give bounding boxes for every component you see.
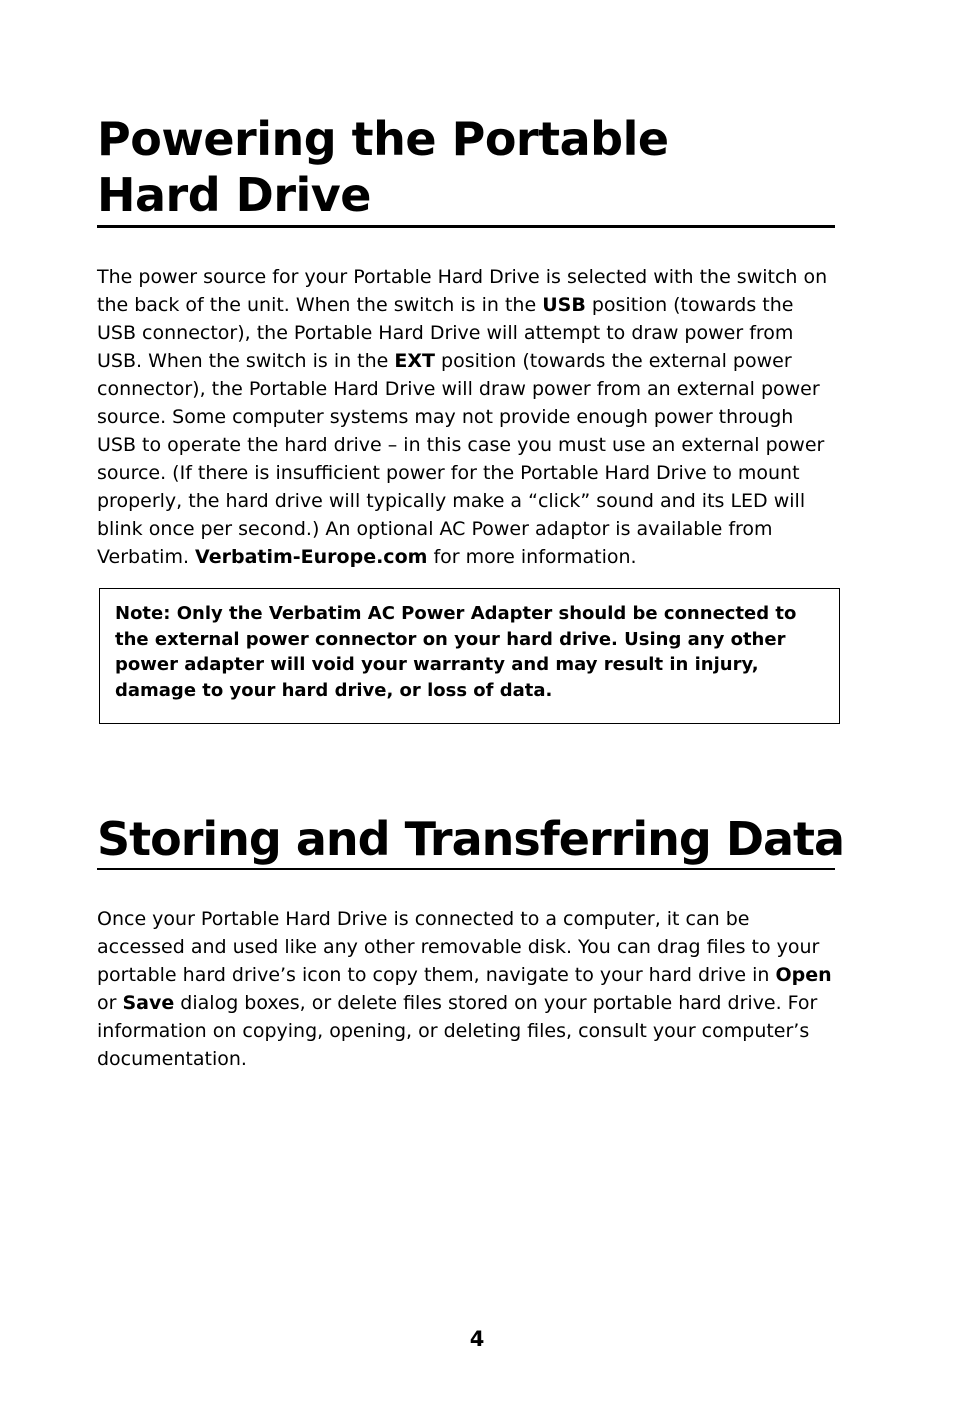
note-text: Only the Verbatim AC Power Adapter should be connected to the external power connector on your hard drive. Using any other power adapter will void your warranty and may result in injury, damage to your hard drive, or loss of data. [115,603,797,701]
heading-rule [97,225,835,228]
power-text-1: The power source for your Portable Hard Drive is selected with the switch on the back of the unit. When the switch is in the [97,266,828,316]
heading-rule [97,868,835,870]
storing-text-1: Once your Portable Hard Drive is connected to a computer, it can be accessed and used like any other removable disk. You can drag files to your portable hard drive’s icon to copy them, navigate to your hard drive in [97,908,820,986]
ext-term: EXT [394,350,435,372]
save-term: Save [122,992,175,1014]
verbatim-link: Verbatim-Europe.com [195,546,428,568]
note-label: Note: [115,603,171,624]
page-number: 4 [469,1327,485,1351]
usb-term: USB [542,294,586,316]
power-paragraph [97,263,835,571]
note-box [99,588,840,724]
power-text-2: position (towards the USB connector), the Portable Hard Drive will attempt to draw power from USB. When the switch is in the [97,294,794,372]
storing-paragraph [97,905,835,1073]
heading-storing: Storing and Transferring Data [97,812,845,866]
open-term: Open [775,964,832,986]
section-powering [97,111,835,724]
storing-text-2: or [97,992,123,1014]
power-text-4: for more information. [427,546,637,568]
power-text-3: position (towards the external power connector), the Portable Hard Drive will draw power from an external power source. Some computer systems may not provide enough power through USB to operate the hard drive – in this case you must use an external power source. (If there is insufficient power for the Portable Hard Drive to mount properly, the hard drive will typically make a “click” sound and its LED will blink once per second.) An optional AC Power adaptor is available from Verbatim. [97,350,825,568]
section-storing [97,810,845,1073]
storing-text-3: dialog boxes, or delete files stored on your portable hard drive. For information on copying, opening, or deleting files, consult your computer’s documentation. [97,992,818,1070]
heading-powering: Powering the Portable Hard Drive [97,112,669,222]
